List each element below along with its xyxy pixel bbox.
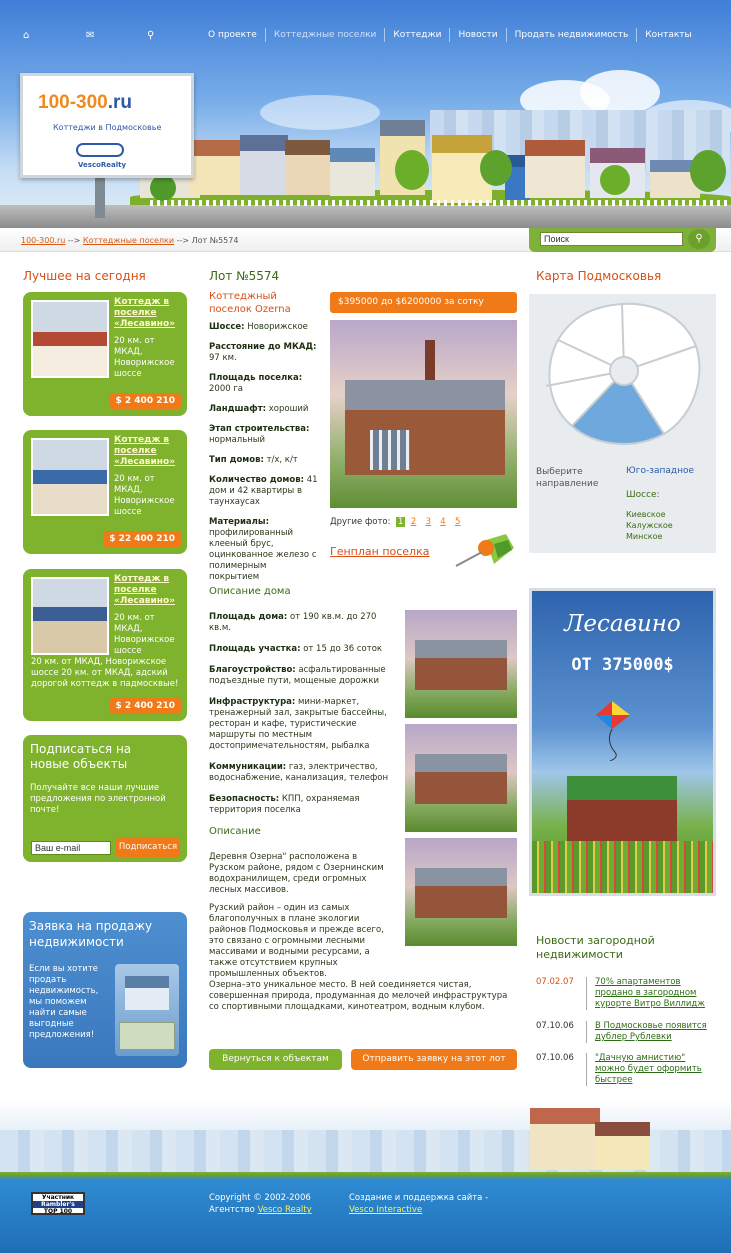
subscribe-box xyxy=(23,735,187,862)
prop-row xyxy=(209,455,319,466)
nav-item-about[interactable]: О проекте xyxy=(208,30,257,40)
desc-title: Описание xyxy=(209,826,261,837)
house-image xyxy=(345,380,505,475)
tree xyxy=(150,175,176,201)
search-button[interactable] xyxy=(688,229,710,249)
tree xyxy=(395,150,429,190)
breadcrumb-current: Лот №5574 xyxy=(191,236,239,245)
vesco-logo-icon xyxy=(76,143,124,157)
header xyxy=(0,0,731,228)
shosse-item[interactable]: Минское xyxy=(626,532,663,541)
prop-row xyxy=(209,644,399,655)
prop-value: хороший xyxy=(268,404,309,414)
sell-text: Если вы хотите продать недвижимость, мы поможем найти самые выгодные предложения! xyxy=(29,964,99,1040)
news-date: 07.10.06 xyxy=(536,1021,574,1031)
cottage-card xyxy=(23,569,187,721)
other-photos-label: Другие фото: xyxy=(330,517,391,527)
prop-key: Шоссе: xyxy=(209,322,245,332)
home-icon[interactable]: ⌂ xyxy=(23,30,30,41)
subscribe-title: Подписаться на новые объекты xyxy=(30,742,132,771)
news-link[interactable]: "Дачную амнистию" можно будет оформить быстрее xyxy=(586,1053,711,1086)
prop-key: Ландшафт: xyxy=(209,404,267,414)
copyright-text: Copyright © 2002-2006 xyxy=(209,1193,311,1203)
news-title: Новости загородной недвижимости xyxy=(536,934,655,961)
cottage-extra-desc: 20 км. от МКАД, Новорижское шоссе 20 км. от МКАД, адский дорогой коттедж в падмосквые! xyxy=(31,657,179,689)
house-desc-title: Описание дома xyxy=(209,586,291,597)
prop-value: нормальный xyxy=(209,435,266,445)
prop-row xyxy=(209,697,399,752)
vesco-logo-text: VescoRealty xyxy=(78,161,127,169)
prop-key: Безопасность: xyxy=(209,794,280,804)
developer-credit xyxy=(349,1192,488,1216)
rambler-line: Участник xyxy=(41,1194,75,1201)
request-button[interactable]: Отправить заявку на этот лот xyxy=(351,1049,517,1070)
house-properties xyxy=(209,612,399,816)
cottage-desc: 20 км. от МКАД, Новорижское шоссе xyxy=(114,474,175,517)
house-image xyxy=(190,140,240,195)
prop-value: 97 км. xyxy=(209,353,237,363)
breadcrumb-sep: --> xyxy=(176,236,190,245)
fence xyxy=(150,200,731,206)
breadcrumb xyxy=(21,236,238,245)
village-title: Коттеджный поселок Ozerna xyxy=(209,291,291,315)
agency-link[interactable]: Vesco Realty xyxy=(257,1205,312,1215)
cottage-desc: 20 км. от МКАД, Новорижское шоссе xyxy=(114,613,175,656)
house-image xyxy=(370,430,410,470)
prop-row xyxy=(209,373,319,395)
cottage-title-link[interactable]: Коттедж в поселке «Лесавино» xyxy=(114,297,176,329)
lot-title: Лот №5574 xyxy=(209,269,280,283)
rambler-counter[interactable] xyxy=(31,1192,85,1215)
footer xyxy=(0,1100,731,1253)
cloud xyxy=(260,95,380,130)
chimney xyxy=(425,340,435,380)
cottage-photo[interactable] xyxy=(31,577,109,655)
prop-key: Расстояние до МКАД: xyxy=(209,342,317,352)
photo-page-4[interactable]: 4 xyxy=(440,517,446,527)
sell-title: Заявка на продажу недвижимости xyxy=(29,919,153,949)
prop-value: профилированный клееный брус, оцинкованное железо с полимерным покрытием xyxy=(209,528,317,582)
billboard-post xyxy=(95,178,105,218)
prop-value: газ, электричество, водоснабжение, канализация, телефон xyxy=(209,762,389,783)
other-photos xyxy=(330,517,464,527)
prop-value: т/х, к/т xyxy=(266,455,298,465)
prop-key: Тип домов: xyxy=(209,455,264,465)
cottage-desc: 20 км. от МКАД, Новорижское шоссе xyxy=(114,336,175,379)
photo-page-3[interactable]: 3 xyxy=(425,517,432,527)
nav-item-cottages[interactable]: Коттеджи xyxy=(384,28,449,42)
flower-field xyxy=(532,841,713,893)
house-image xyxy=(595,1122,650,1170)
sell-request-box[interactable] xyxy=(23,912,187,1068)
tree xyxy=(600,165,630,195)
shosse-item[interactable]: Калужское xyxy=(626,521,673,530)
cottage-photo[interactable] xyxy=(31,300,109,378)
cottage-price[interactable]: $ 2 400 210 xyxy=(110,698,182,714)
prop-value: от 15 до 36 соток xyxy=(303,644,383,654)
house-thumb[interactable] xyxy=(405,724,517,832)
prop-key: Коммуникации: xyxy=(209,762,287,772)
house-image xyxy=(525,140,585,198)
nav-item-contacts[interactable]: Контакты xyxy=(636,28,699,42)
breadcrumb-home[interactable]: 100-300.ru xyxy=(21,236,66,245)
prop-key: Площадь поселка: xyxy=(209,373,303,383)
prop-row xyxy=(209,517,319,583)
breadcrumb-sep: --> xyxy=(67,236,81,245)
prop-key: Инфраструктура: xyxy=(209,697,296,707)
prop-row xyxy=(209,762,399,784)
prop-value: 2000 га xyxy=(209,384,244,394)
news-date: 07.02.07 xyxy=(536,977,574,987)
tree xyxy=(690,150,726,192)
shosse-item[interactable]: Киевское xyxy=(626,510,666,519)
developer-label: Создание и поддержка сайта - xyxy=(349,1193,489,1203)
tree xyxy=(480,150,512,186)
house-image xyxy=(530,1108,600,1170)
genplan-link[interactable]: Генплан поселка xyxy=(330,545,430,558)
cottage-price[interactable]: $ 22 400 210 xyxy=(103,531,181,547)
nav-item-news[interactable]: Новости xyxy=(449,28,505,42)
prop-value: от 190 кв.м. до 270 кв.м. xyxy=(209,612,377,633)
genplan-icon[interactable] xyxy=(446,530,516,570)
house-image xyxy=(240,135,288,195)
kite-icon xyxy=(592,701,632,761)
house-thumb[interactable] xyxy=(405,610,517,718)
prop-value: асфальтированные подъездные пути, мощеные дорожки xyxy=(209,665,386,686)
road xyxy=(0,205,731,228)
agency-label: Агентство xyxy=(209,1205,255,1215)
house-image xyxy=(285,140,330,195)
prop-value: КПП, охраняемая территория поселка xyxy=(209,794,360,815)
email-field[interactable] xyxy=(31,841,111,855)
prop-key: Благоустройство: xyxy=(209,665,296,675)
lot-properties xyxy=(209,322,319,583)
prop-value: 41 дом и 42 квартиры в таунхаусах xyxy=(209,475,318,507)
description-para: Рузский район – один из самых благополучных в плане экологии районов Подмосковья и прежде всего, это связано с огромными лесными массивами и водными ресурсами, а также отсутствием крупных промышленных объектов. xyxy=(209,903,384,979)
photo-page-5[interactable]: 5 xyxy=(455,517,461,527)
prop-value: мини-маркет, тренажерный зал, закрытые бассейны, ресторан и кафе, туристические маршруты по местным достопримечательностям, рыбалка xyxy=(209,697,387,751)
house-image xyxy=(567,776,677,841)
back-button[interactable]: Вернуться к объектам xyxy=(209,1049,342,1070)
best-today-title: Лучшее на сегодня xyxy=(23,269,146,283)
developer-link[interactable]: Vesco Interactive xyxy=(349,1205,423,1215)
prop-row xyxy=(209,322,319,333)
house-thumb[interactable] xyxy=(405,838,517,946)
breadcrumb-section[interactable]: Коттеджные поселки xyxy=(82,236,175,245)
main-photo[interactable] xyxy=(330,320,517,508)
prop-row xyxy=(209,665,399,687)
prop-row xyxy=(209,424,319,446)
cottage-price[interactable]: $ 2 400 210 xyxy=(110,393,182,409)
slogan: Коттеджи в Подмосковье xyxy=(53,123,162,132)
logo-ru: .ru xyxy=(107,92,133,113)
rambler-line: Rambler's xyxy=(33,1201,83,1208)
cottage-card xyxy=(23,292,187,416)
site-logo[interactable] xyxy=(38,92,132,114)
house-money-icon xyxy=(115,964,179,1056)
description-para: Деревня Озерна" расположена в Рузском районе, рядом с Озернинским водохранилищем, среди огромных лесных массивов. xyxy=(209,852,384,895)
cottage-title-link[interactable]: Коттедж в поселке «Лесавино» xyxy=(114,435,176,467)
subscribe-text: Получайте все наши лучшие предложения по электронной почте! xyxy=(30,783,166,815)
prop-row xyxy=(209,612,399,634)
shosse-list xyxy=(626,509,673,542)
description-para: Озерна–это уникальное место. В ней соединяется чистая, совершенная природа, продуманная до мелочей инфраструктура со спортивными площадками, кинотеатром, водным клубом. xyxy=(209,980,508,1012)
price-range: $395000 до $6200000 за сотку xyxy=(330,292,517,313)
logo-main: 100-300 xyxy=(38,92,108,113)
photo-page-2[interactable]: 2 xyxy=(410,517,417,527)
photo-page-1[interactable]: 1 xyxy=(397,517,404,527)
map-region[interactable]: Юго-западное xyxy=(626,466,695,476)
prop-key: Количество домов: xyxy=(209,475,304,485)
house-image xyxy=(330,148,375,196)
search-icon[interactable]: ⚲ xyxy=(147,30,155,41)
banner-title: Лесавино xyxy=(564,611,681,637)
lesavino-banner[interactable] xyxy=(529,588,716,896)
banner-price: ОТ 375000$ xyxy=(571,655,674,675)
prop-row xyxy=(209,342,319,364)
prop-key: Материалы: xyxy=(209,517,269,527)
prop-value: Новорижское xyxy=(247,322,308,332)
subscribe-button[interactable]: Подписаться xyxy=(116,838,180,857)
main-nav xyxy=(208,28,700,42)
prop-key: Площадь участка: xyxy=(209,644,301,654)
prop-row xyxy=(209,794,399,816)
cottage-photo[interactable] xyxy=(31,438,109,516)
news-date: 07.10.06 xyxy=(536,1053,574,1063)
cottage-card xyxy=(23,430,187,554)
search-input[interactable] xyxy=(540,232,683,246)
prop-key: Этап строительства: xyxy=(209,424,310,434)
shosse-label: Шоссе: xyxy=(626,490,660,500)
prop-key: Площадь дома: xyxy=(209,612,288,622)
magnifier-icon: ⚲ xyxy=(695,233,703,244)
prop-row xyxy=(209,475,319,508)
news-link[interactable]: В Подмосковье появится дублер Рублевки xyxy=(586,1021,711,1043)
region-map[interactable] xyxy=(534,296,711,456)
copyright xyxy=(209,1192,312,1216)
map-select-label: Выберите направление xyxy=(536,467,599,489)
cottage-title-link[interactable]: Коттедж в поселке «Лесавино» xyxy=(114,574,176,606)
map-title: Карта Подмосковья xyxy=(536,269,662,283)
news-link[interactable]: 70% апартаментов продано в загородном курорте Витро Виллидж xyxy=(586,977,711,1010)
nav-item-sell[interactable]: Продать недвижимость xyxy=(506,28,637,42)
nav-item-villages[interactable]: Коттеджные поселки xyxy=(265,28,385,42)
prop-row xyxy=(209,404,319,415)
rambler-line: TOP 100 xyxy=(43,1208,73,1215)
mail-icon[interactable]: ✉ xyxy=(86,30,95,41)
